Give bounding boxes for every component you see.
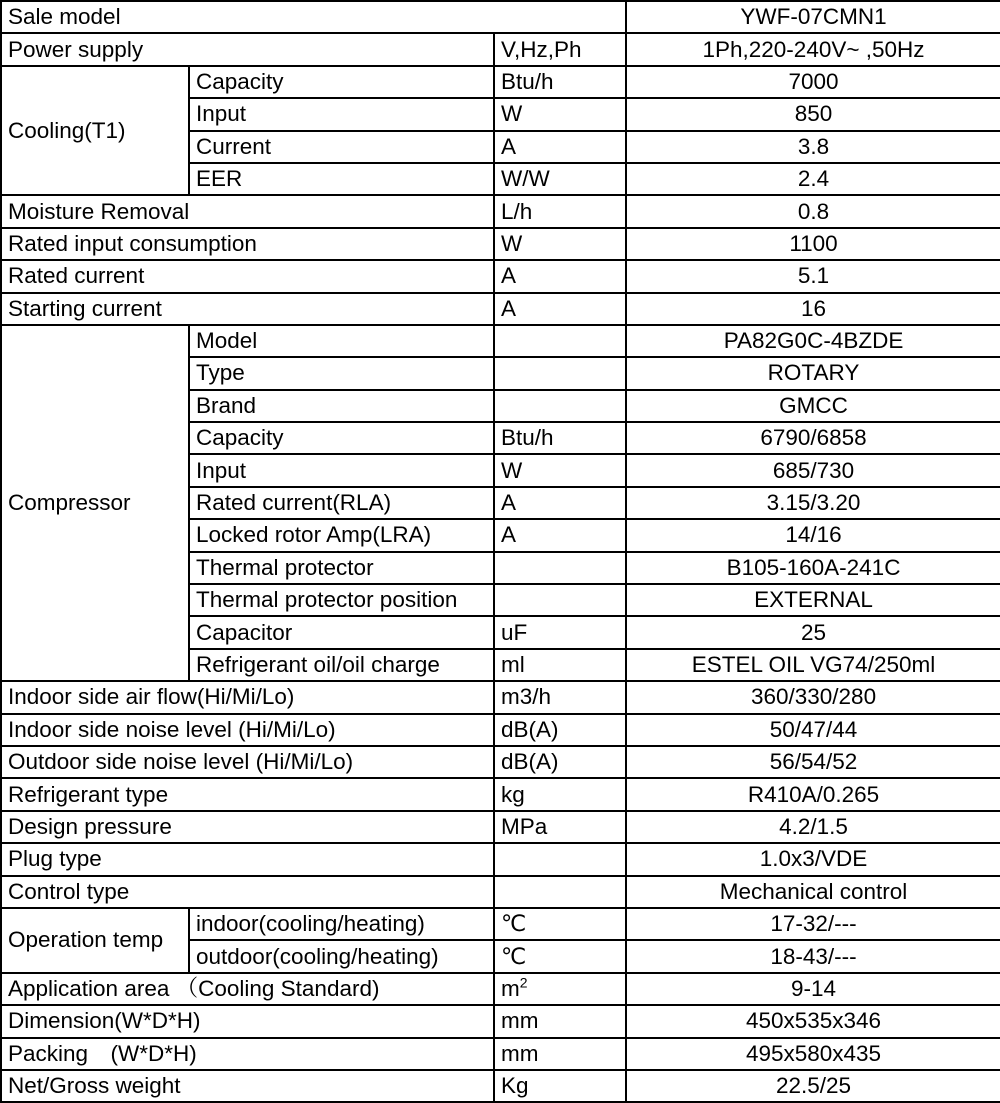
sale-model-label: Sale model — [1, 1, 626, 33]
row-value: 360/330/280 — [626, 681, 1000, 713]
row-unit — [494, 390, 626, 422]
row-label: Indoor side noise level (Hi/Mi/Lo) — [1, 714, 494, 746]
row-label: Brand — [189, 390, 494, 422]
row-unit — [494, 876, 626, 908]
row-value: 450x535x346 — [626, 1005, 1000, 1037]
row-unit: Kg — [494, 1070, 626, 1102]
row-label: Outdoor side noise level (Hi/Mi/Lo) — [1, 746, 494, 778]
row-packing — [1, 1038, 1000, 1070]
row-label: Input — [189, 98, 494, 130]
row-value: 17-32/--- — [626, 908, 1000, 940]
row-label: Indoor side air flow(Hi/Mi/Lo) — [1, 681, 494, 713]
row-value: R410A/0.265 — [626, 778, 1000, 810]
row-unit — [494, 552, 626, 584]
row-unit: A — [494, 260, 626, 292]
row-unit: A — [494, 487, 626, 519]
row-unit: mm — [494, 1038, 626, 1070]
row-label: Net/Gross weight — [1, 1070, 494, 1102]
row-label: Plug type — [1, 843, 494, 875]
row-starting-current — [1, 293, 1000, 325]
row-value: ROTARY — [626, 357, 1000, 389]
row-refrigerant-type — [1, 778, 1000, 810]
row-value: 14/16 — [626, 519, 1000, 551]
row-unit: L/h — [494, 195, 626, 227]
row-label: Application area （Cooling Standard) — [1, 973, 494, 1005]
row-unit — [494, 325, 626, 357]
row-value: 50/47/44 — [626, 714, 1000, 746]
row-unit: dB(A) — [494, 746, 626, 778]
row-value: 7000 — [626, 66, 1000, 98]
row-value: B105-160A-241C — [626, 552, 1000, 584]
row-value: 685/730 — [626, 454, 1000, 486]
row-value: 0.8 — [626, 195, 1000, 227]
row-unit — [494, 973, 626, 1005]
row-application-area — [1, 973, 1000, 1005]
row-label: outdoor(cooling/heating) — [189, 940, 494, 972]
row-dimension — [1, 1005, 1000, 1037]
row-value: 495x580x435 — [626, 1038, 1000, 1070]
row-unit: Btu/h — [494, 66, 626, 98]
row-value: Mechanical control — [626, 876, 1000, 908]
row-indoor-air-flow — [1, 681, 1000, 713]
row-indoor-noise — [1, 714, 1000, 746]
row-label: Thermal protector position — [189, 584, 494, 616]
row-value: 4.2/1.5 — [626, 811, 1000, 843]
row-value: EXTERNAL — [626, 584, 1000, 616]
row-label: Current — [189, 131, 494, 163]
row-value: 22.5/25 — [626, 1070, 1000, 1102]
row-unit: A — [494, 293, 626, 325]
compressor-group-label: Compressor — [1, 325, 189, 681]
row-label: Rated current — [1, 260, 494, 292]
row-unit: A — [494, 519, 626, 551]
row-unit: W — [494, 98, 626, 130]
row-label: Thermal protector — [189, 552, 494, 584]
row-label: Control type — [1, 876, 494, 908]
row-outdoor-noise — [1, 746, 1000, 778]
row-label: Rated input consumption — [1, 228, 494, 260]
row-unit: Btu/h — [494, 422, 626, 454]
row-label: Capacitor — [189, 616, 494, 648]
row-label: Type — [189, 357, 494, 389]
row-control-type — [1, 876, 1000, 908]
row-value: 1100 — [626, 228, 1000, 260]
row-value: GMCC — [626, 390, 1000, 422]
row-design-pressure — [1, 811, 1000, 843]
row-label: Locked rotor Amp(LRA) — [189, 519, 494, 551]
row-sale-model — [1, 1, 1000, 33]
row-label: Capacity — [189, 66, 494, 98]
power-supply-unit: V,Hz,Ph — [494, 33, 626, 65]
row-plug-type — [1, 843, 1000, 875]
row-label: Dimension(W*D*H) — [1, 1005, 494, 1037]
power-supply-label: Power supply — [1, 33, 494, 65]
row-value: 18-43/--- — [626, 940, 1000, 972]
row-value: 850 — [626, 98, 1000, 130]
row-unit: W — [494, 228, 626, 260]
row-label: Refrigerant type — [1, 778, 494, 810]
row-label: Starting current — [1, 293, 494, 325]
row-label: Model — [189, 325, 494, 357]
row-net-gross-weight — [1, 1070, 1000, 1102]
row-unit: ℃ — [494, 908, 626, 940]
row-label: EER — [189, 163, 494, 195]
row-value: 3.8 — [626, 131, 1000, 163]
row-operation-indoor — [1, 908, 1000, 940]
row-value: 16 — [626, 293, 1000, 325]
row-unit — [494, 357, 626, 389]
cooling-group-label: Cooling(T1) — [1, 66, 189, 196]
row-label: indoor(cooling/heating) — [189, 908, 494, 940]
row-value: 3.15/3.20 — [626, 487, 1000, 519]
row-label: Rated current(RLA) — [189, 487, 494, 519]
row-label: Packing (W*D*H) — [1, 1038, 494, 1070]
row-cooling-capacity — [1, 66, 1000, 98]
row-unit: W/W — [494, 163, 626, 195]
row-label: Refrigerant oil/oil charge — [189, 649, 494, 681]
power-supply-value: 1Ph,220-240V~ ,50Hz — [626, 33, 1000, 65]
row-label: Input — [189, 454, 494, 486]
row-unit: W — [494, 454, 626, 486]
row-value: 1.0x3/VDE — [626, 843, 1000, 875]
row-power-supply — [1, 33, 1000, 65]
operation-temp-group-label: Operation temp — [1, 908, 189, 973]
row-value: 56/54/52 — [626, 746, 1000, 778]
row-value: 6790/6858 — [626, 422, 1000, 454]
row-label: Moisture Removal — [1, 195, 494, 227]
row-moisture-removal — [1, 195, 1000, 227]
row-value: ESTEL OIL VG74/250ml — [626, 649, 1000, 681]
row-value: 9-14 — [626, 973, 1000, 1005]
row-value: PA82G0C-4BZDE — [626, 325, 1000, 357]
row-label: Design pressure — [1, 811, 494, 843]
row-unit: A — [494, 131, 626, 163]
row-unit: mm — [494, 1005, 626, 1037]
row-unit: ml — [494, 649, 626, 681]
row-unit — [494, 843, 626, 875]
row-unit: ℃ — [494, 940, 626, 972]
row-unit: dB(A) — [494, 714, 626, 746]
unit-superscript: 2 — [519, 974, 528, 991]
row-value: 5.1 — [626, 260, 1000, 292]
row-rated-input — [1, 228, 1000, 260]
row-unit: m3/h — [494, 681, 626, 713]
unit-base: m — [501, 975, 520, 1001]
row-label: Capacity — [189, 422, 494, 454]
row-unit: uF — [494, 616, 626, 648]
row-value: 2.4 — [626, 163, 1000, 195]
row-unit: kg — [494, 778, 626, 810]
row-compressor-model — [1, 325, 1000, 357]
row-unit: MPa — [494, 811, 626, 843]
sale-model-value: YWF-07CMN1 — [626, 1, 1000, 33]
row-rated-current — [1, 260, 1000, 292]
row-value: 25 — [626, 616, 1000, 648]
row-unit — [494, 584, 626, 616]
